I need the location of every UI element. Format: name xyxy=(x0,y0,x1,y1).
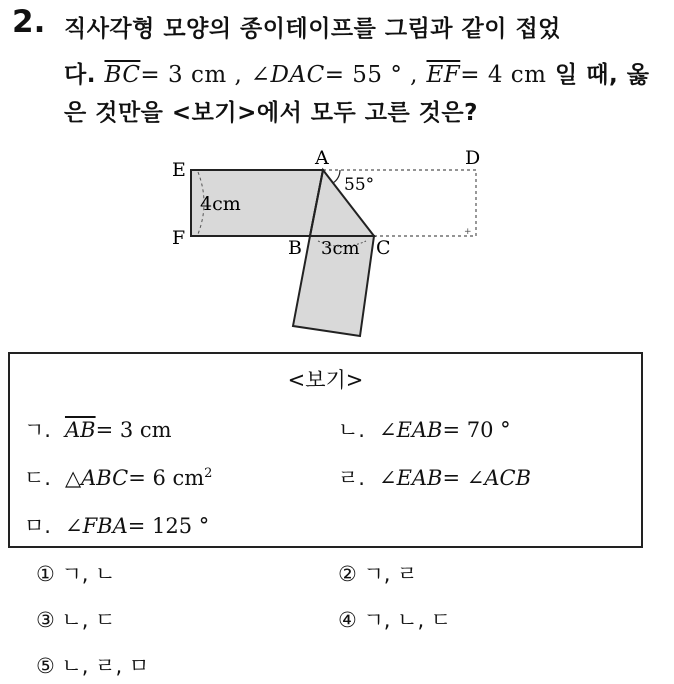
angle-dac-value: = 55 ° , xyxy=(324,62,418,88)
angle-label: 55° xyxy=(344,175,375,195)
choice-5[interactable]: ⑤ ㄴ, ㄹ, ㅁ xyxy=(36,654,150,678)
bogi-item: ㄴ. ∠EAB= 70 ° xyxy=(338,418,511,442)
folded-tape-figure xyxy=(160,140,500,340)
bc-segment: $\overline{BC}$ xyxy=(104,62,141,88)
label-A: A xyxy=(315,147,329,169)
question-line-2 xyxy=(64,56,649,89)
ef-value: = 4 cm xyxy=(460,62,547,88)
label-C: C xyxy=(376,237,391,259)
bogi-item: ㅁ. ∠FBA= 125 ° xyxy=(24,514,210,538)
angle-dac: ∠DAC xyxy=(250,62,325,88)
question-line-3: 은 것만을 <보기>에서 모두 고른 것은? xyxy=(64,100,478,126)
ef-segment: $\overline{EF}$ xyxy=(426,62,461,88)
line2-suffix: 일 때, 옳 xyxy=(555,62,650,88)
label-B: B xyxy=(288,237,302,259)
corner-mark: + xyxy=(464,227,472,237)
choice-2[interactable]: ② ㄱ, ㄹ xyxy=(338,562,418,586)
label-D: D xyxy=(465,147,481,169)
label-F: F xyxy=(172,227,186,249)
bogi-item: ㄹ. ∠EAB= ∠ACB xyxy=(338,466,532,490)
bogi-item: ㄷ. △ABC= 6 $cm^2$ xyxy=(24,466,213,490)
line2-prefix: 다. xyxy=(64,62,96,88)
width-label: 4cm xyxy=(200,193,241,215)
bogi-box xyxy=(8,352,643,548)
bc-value: = 3 cm , xyxy=(140,62,243,88)
bogi-title: <보기> xyxy=(287,368,364,392)
question-number: 2. xyxy=(12,4,46,40)
question-line-1: 직사각형 모양의 종이테이프를 그림과 같이 접었 xyxy=(64,16,561,42)
angle-arc xyxy=(333,170,340,183)
choice-3[interactable]: ③ ㄴ, ㄷ xyxy=(36,608,116,632)
choice-1[interactable]: ① ㄱ, ㄴ xyxy=(36,562,116,586)
bogi-item: ㄱ. $\overline{AB}= 3$ cm xyxy=(24,418,172,442)
label-E: E xyxy=(172,159,186,181)
bc-label: 3cm xyxy=(321,238,360,259)
choice-4[interactable]: ④ ㄱ, ㄴ, ㄷ xyxy=(338,608,452,632)
